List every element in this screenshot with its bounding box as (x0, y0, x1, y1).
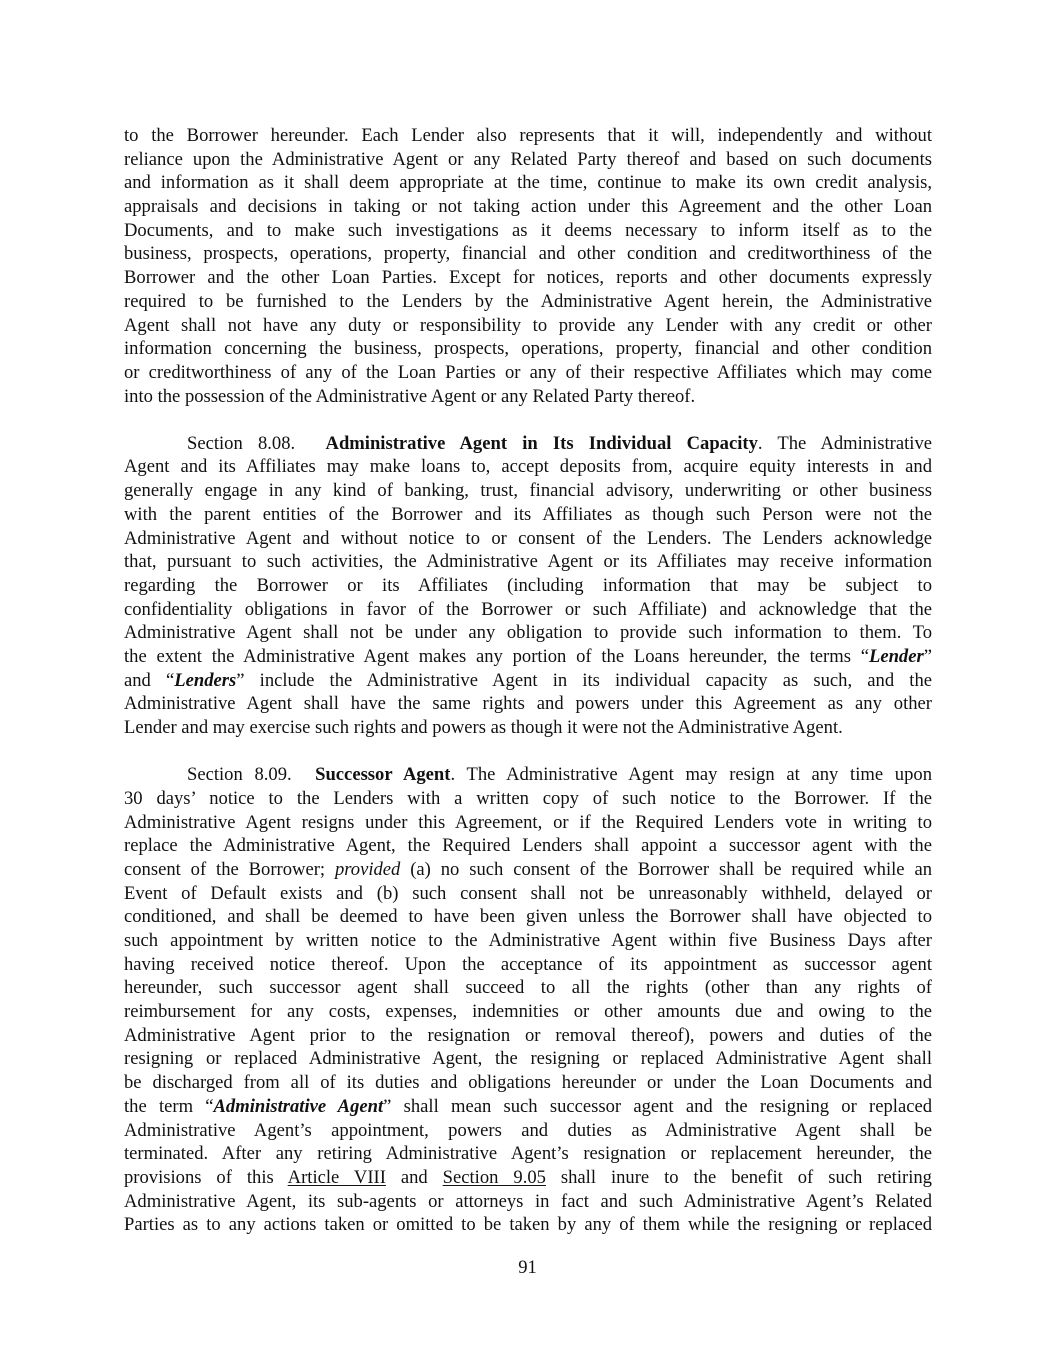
text-line: reimbursement for any costs, expenses, indemnities or other amounts due and owing to the (124, 1001, 932, 1023)
text-line: hereunder, such successor agent shall succeed to all the rights (other than any rights of (124, 977, 932, 999)
text-fragment: . The Administrative (757, 432, 932, 454)
text-line: Administrative Agent’s appointment, powers and duties as Administrative Agent shall be (124, 1119, 932, 1141)
text-line: such appointment by written notice to the Administrative Agent within five Business Days after (124, 930, 932, 951)
text-fragment: and (385, 1166, 443, 1188)
text-fragment: shall inure to the benefit of such retiring (545, 1166, 932, 1188)
text-fragment: provisions of this (124, 1166, 288, 1188)
text-line: Lender and may exercise such rights and powers as though it were not the Administrative Agent. (124, 717, 843, 738)
defined-term-administrative-agent: Administrative Agent (213, 1095, 384, 1117)
text-line: Agent and its Affiliates may make loans to, accept deposits from, acquire equity interests in and (124, 456, 932, 478)
text-line: regarding the Borrower or its Affiliates (including information that may be subject to (124, 574, 932, 596)
defined-term-lenders: Lenders (174, 669, 237, 691)
text-line: Administrative Agent resigns under this Agreement, or if the Required Lenders vote in writing to (124, 811, 932, 833)
document-page (124, 124, 932, 1237)
text-line: required to be furnished to the Lenders by the Administrative Agent herein, the Administrative (124, 290, 932, 312)
text-line (124, 1095, 932, 1119)
section-heading-line (124, 763, 932, 787)
text-line: having received notice thereof. Upon the acceptance of its appointment as successor agent (124, 953, 932, 975)
italic-provided: provided (334, 858, 401, 880)
text-line (124, 858, 932, 882)
text-line: terminated. After any retiring Administrative Agent’s resignation or replacement hereunder, the (124, 1143, 932, 1165)
text-line: generally engage in any kind of banking, trust, financial advisory, underwriting or other business (124, 480, 932, 502)
text-line: information concerning the business, prospects, operations, property, financial and other condition (124, 338, 932, 360)
section-heading: Successor Agent (315, 764, 451, 786)
section-heading: Administrative Agent in Its Individual Capacity (325, 432, 758, 454)
section-8-08 (124, 432, 932, 740)
text-line: 30 days’ notice to the Lenders with a written copy of such notice to the Borrower. If the (124, 787, 932, 809)
text-line: or creditworthiness of any of the Loan Parties or any of their respective Affiliates which may come (124, 361, 932, 383)
text-line: Administrative Agent and without notice to or consent of the Lenders. The Lenders acknowledge (124, 527, 932, 549)
text-fragment: . The Administrative Agent may resign at any time upon (450, 764, 932, 786)
text-line: conditioned, and shall be deemed to have been given unless the Borrower shall have objected to (124, 906, 932, 928)
text-line: business, prospects, operations, property, financial and other condition and creditworthiness of the (124, 243, 932, 265)
text-line: replace the Administrative Agent, the Required Lenders shall appoint a successor agent with the (124, 835, 932, 857)
defined-term-lender: Lender (868, 645, 924, 667)
text-line: into the possession of the Administrative Agent or any Related Party thereof. (124, 385, 696, 407)
text-fragment: ” include the Administrative Agent in its individual capacity as such, and the (236, 669, 932, 691)
section-number: Section 8.09. (187, 764, 292, 786)
text-fragment: (a) no such consent of the Borrower shall be required while an (400, 858, 932, 880)
text-fragment: the term “ (124, 1095, 214, 1117)
text-line: with the parent entities of the Borrower and its Affiliates as though such Person were not the (124, 503, 932, 525)
text-line: Administrative Agent shall have the same rights and powers under this Agreement as any other (124, 693, 932, 715)
section-8-09 (124, 763, 932, 1237)
paragraph-lender-credit-decision (124, 124, 932, 408)
text-line: Administrative Agent shall not be under any obligation to provide such information to them. To (124, 622, 932, 644)
text-line: Agent shall not have any duty or responsibility to provide any Lender with any credit or other (124, 314, 932, 336)
text-line: appraisals and decisions in taking or not taking action under this Agreement and the other Loan (124, 196, 932, 218)
text-line: be discharged from all of its duties and obligations hereunder or under the Loan Documents and (124, 1072, 932, 1094)
text-fragment: ” (923, 645, 932, 667)
text-line: that, pursuant to such activities, the Administrative Agent or its Affiliates may receive information (124, 551, 932, 573)
cross-reference-section-9-05[interactable]: Section 9.05 (442, 1166, 546, 1188)
text-line: confidentiality obligations in favor of the Borrower or such Affiliate) and acknowledge that the (124, 598, 932, 620)
text-line (124, 645, 932, 669)
text-fragment: ” shall mean such successor agent and the resigning or replaced (383, 1095, 933, 1117)
text-line: Event of Default exists and (b) such consent shall not be unreasonably withheld, delayed or (124, 882, 932, 904)
text-fragment: consent of the Borrower; (124, 858, 335, 880)
text-line: Documents, and to make such investigations as it deems necessary to inform itself as to the (124, 219, 932, 241)
text-line: Parties as to any actions taken or omitted to be taken by any of them while the resigning or replaced (124, 1214, 932, 1236)
text-line (124, 1166, 932, 1190)
text-line: resigning or replaced Administrative Agent, the resigning or replaced Administrative Agent shall (124, 1048, 932, 1070)
text-line: Administrative Agent prior to the resignation or removal thereof), powers and duties of the (124, 1024, 932, 1046)
cross-reference-article-viii[interactable]: Article VIII (287, 1166, 386, 1188)
section-heading-line (124, 432, 932, 456)
text-fragment: and “ (124, 669, 175, 691)
text-line: reliance upon the Administrative Agent or any Related Party thereof and based on such documents (124, 148, 932, 170)
text-line: and information as it shall deem appropriate at the time, continue to make its own credit analysis, (124, 172, 932, 194)
text-line: Borrower and the other Loan Parties. Except for notices, reports and other documents expressly (124, 267, 932, 289)
text-line: Administrative Agent, its sub-agents or attorneys in fact and such Administrative Agent’s Related (124, 1190, 932, 1212)
text-line (124, 669, 932, 693)
text-line: to the Borrower hereunder. Each Lender also represents that it will, independently and without (124, 125, 932, 146)
text-fragment: the extent the Administrative Agent makes any portion of the Loans hereunder, the terms “ (124, 645, 869, 667)
page-number: 91 (518, 1257, 537, 1278)
section-number: Section 8.08. (187, 432, 296, 454)
